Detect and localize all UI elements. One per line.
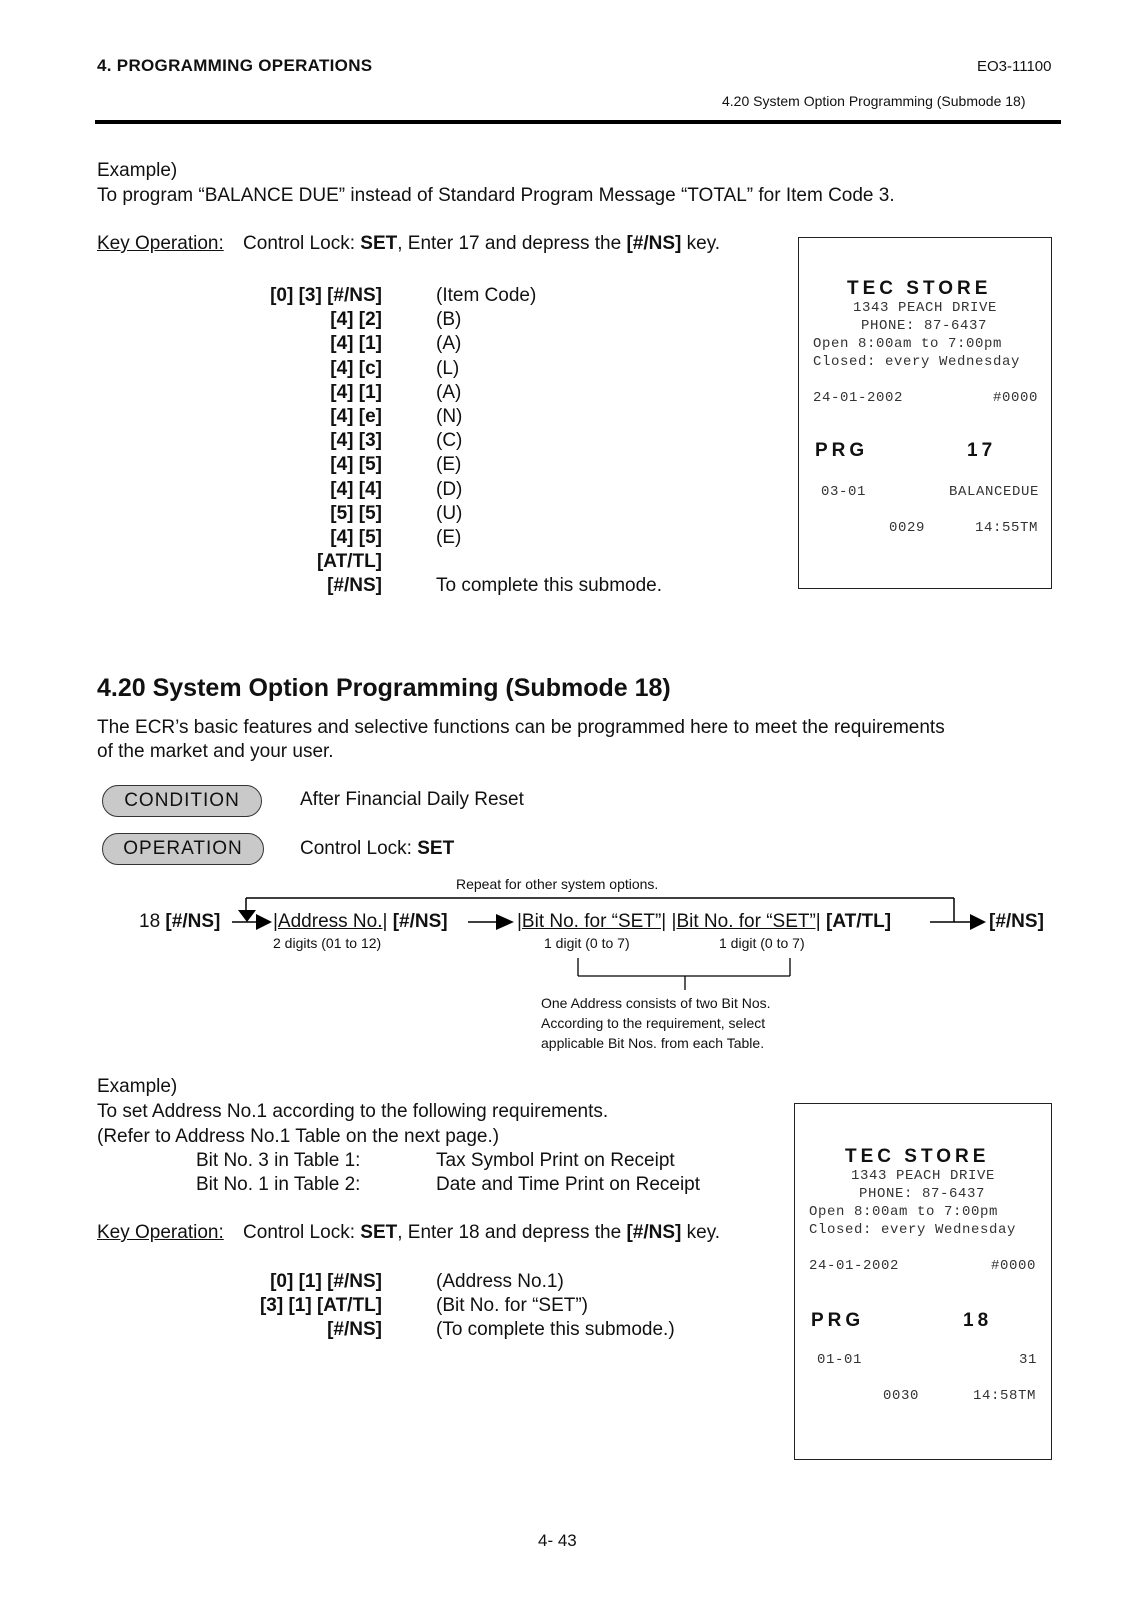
receipt-line-left: 01-01 <box>817 1352 863 1368</box>
diagram-end-key: [#/NS] <box>989 911 1044 932</box>
condition-badge: CONDITION <box>102 785 262 817</box>
receipt-closed-day: Closed: every Wednesday <box>813 354 1021 370</box>
diagram-address-key: [#/NS] <box>392 911 448 932</box>
key-sequence-description: (L) <box>436 357 460 379</box>
key-op-prefix: Control Lock: <box>243 233 361 254</box>
key-sequence-description: (E) <box>436 527 462 548</box>
key-sequence-description: (A) <box>436 381 462 403</box>
key-op-set: SET <box>360 233 398 254</box>
key-sequence-keys: [#/NS] <box>327 1319 382 1340</box>
example2-line2: (Refer to Address No.1 Table on the next page.) <box>97 1126 500 1147</box>
key-operation-label: Key Operation: <box>97 233 224 254</box>
receipt-store-name: TEC STORE <box>847 278 992 299</box>
receipt-address: 1343 PEACH DRIVE <box>851 1168 996 1184</box>
example2-line1: To set Address No.1 according to the following requirements. <box>97 1101 609 1122</box>
key-sequence-description: (C) <box>436 430 463 452</box>
key-sequence-keys: [3] [1] [AT/TL] <box>259 1295 382 1316</box>
key-sequence-keys: [4] [c] <box>330 357 382 379</box>
diagram-start <box>139 911 220 933</box>
receipt-open-hours: Open 8:00am to 7:00pm <box>813 336 1003 352</box>
diagram-start-key: [#/NS] <box>165 911 221 932</box>
header-subsection: 4.20 System Option Programming (Submode 18) <box>722 93 1026 109</box>
receipt-phone: PHONE: 87-6437 <box>859 1186 986 1202</box>
receipt-open-hours: Open 8:00am to 7:00pm <box>809 1204 999 1220</box>
key-sequence-description: (N) <box>436 406 463 427</box>
key-sequence-keys: [#/NS] <box>327 575 382 597</box>
operation-badge: OPERATION <box>102 833 264 865</box>
key-op-suffix: key. <box>681 233 721 254</box>
diagram-address-step <box>273 911 448 933</box>
key-op-mid: , Enter 18 and depress the <box>397 1222 627 1243</box>
receipt-prg-number: 18 <box>963 1310 993 1331</box>
section-intro-line2: of the market and your user. <box>97 741 334 762</box>
key-sequence-description: (A) <box>436 333 462 355</box>
receipt-2 <box>794 1103 1052 1460</box>
section-intro-line1: The ECR’s basic features and selective functions can be programmed here to meet the requirements <box>97 717 945 738</box>
key-sequence-keys: [0] [3] [#/NS] <box>270 285 382 306</box>
key-op-key: [#/NS] <box>626 233 682 254</box>
receipt-prg: PRG <box>811 1310 865 1331</box>
diagram-bit2: |Bit No. for “SET”| <box>671 911 821 932</box>
key-sequence-keys: [5] [5] <box>330 502 382 524</box>
page-number: 4- 43 <box>538 1531 577 1550</box>
key-sequence-description: (Bit No. for “SET”) <box>436 1295 589 1316</box>
key-op-suffix: key. <box>681 1222 721 1243</box>
bit-note-line2: According to the requirement, select <box>541 1015 766 1031</box>
header-doc-code: EO3-11100 <box>977 58 1052 75</box>
bit-note-line1: One Address consists of two Bit Nos. <box>541 995 771 1011</box>
receipt-store-name: TEC STORE <box>845 1146 990 1167</box>
receipt-date: 24-01-2002 <box>809 1258 900 1274</box>
key-sequence-keys: [4] [5] <box>330 454 382 476</box>
key-sequence-description: (To complete this submode.) <box>436 1319 675 1340</box>
key-sequence-keys: [4] [1] <box>330 381 382 403</box>
key-sequence-keys: [4] [1] <box>330 333 382 355</box>
key-sequence-keys: [AT/TL] <box>316 551 382 573</box>
key-sequence-keys: [4] [3] <box>330 430 382 452</box>
operation-set: SET <box>417 838 455 859</box>
key-op-mid: , Enter 17 and depress the <box>397 233 627 254</box>
receipt-prg-number: 17 <box>967 440 997 461</box>
receipt-line-right: 31 <box>1019 1352 1038 1368</box>
example2-label: Example) <box>97 1076 178 1097</box>
diagram-address: |Address No.| <box>273 911 388 932</box>
key-sequence-description: (U) <box>436 502 463 524</box>
example1-label: Example) <box>97 160 178 181</box>
key-sequence-description: To complete this submode. <box>436 575 663 597</box>
receipt-time: 14:58TM <box>973 1388 1037 1404</box>
diagram-attl-key: [AT/TL] <box>826 911 892 932</box>
req-1-desc: Tax Symbol Print on Receipt <box>436 1150 675 1171</box>
receipt-number: #0000 <box>993 390 1039 406</box>
diagram-bit-steps <box>517 911 891 933</box>
key-sequence-description: (E) <box>436 454 462 476</box>
key-sequence-description: (Item Code) <box>436 285 537 306</box>
receipt-phone: PHONE: 87-6437 <box>861 318 988 334</box>
key-operation-label: Key Operation: <box>97 1222 224 1243</box>
key-sequence-description: (D) <box>436 478 463 500</box>
diagram-bit1: |Bit No. for “SET”| <box>517 911 667 932</box>
key-sequence-description: (B) <box>436 309 462 331</box>
bit2-digit-note: 1 digit (0 to 7) <box>719 935 805 951</box>
condition-text: After Financial Daily Reset <box>300 789 524 810</box>
key-op-prefix: Control Lock: <box>243 1222 361 1243</box>
bit1-digit-note: 1 digit (0 to 7) <box>544 935 630 951</box>
example1-text: To program “BALANCE DUE” instead of Standard Program Message “TOTAL” for Item Code 3. <box>97 185 895 206</box>
repeat-note: Repeat for other system options. <box>456 876 659 892</box>
receipt-consecutive: 0030 <box>883 1388 920 1404</box>
receipt-prg: PRG <box>815 440 869 461</box>
key-sequence-keys: [4] [2] <box>330 309 382 331</box>
receipt-address: 1343 PEACH DRIVE <box>853 300 998 316</box>
bit-note-line3: applicable Bit Nos. from each Table. <box>541 1035 765 1051</box>
receipt-date: 24-01-2002 <box>813 390 904 406</box>
key-sequence-description: (Address No.1) <box>436 1271 564 1292</box>
operation-prefix: Control Lock: <box>300 838 418 859</box>
receipt-line-left: 03-01 <box>821 484 867 500</box>
receipt-line-right: BALANCEDUE <box>949 484 1040 500</box>
section-title: 4.20 System Option Programming (Submode 18) <box>97 674 671 702</box>
req-1-bit: Bit No. 3 in Table 1: <box>196 1150 361 1171</box>
req-2-desc: Date and Time Print on Receipt <box>436 1174 701 1195</box>
example2-key-operation <box>97 1222 720 1244</box>
key-op-key: [#/NS] <box>626 1222 682 1243</box>
receipt-consecutive: 0029 <box>889 520 926 536</box>
key-sequence-keys: [4] [e] <box>330 406 382 427</box>
key-sequence-keys: [4] [4] <box>330 478 382 500</box>
header-section-title: 4. PROGRAMMING OPERATIONS <box>97 56 373 75</box>
key-op-set: SET <box>360 1222 398 1243</box>
receipt-closed-day: Closed: every Wednesday <box>809 1222 1017 1238</box>
req-2-bit: Bit No. 1 in Table 2: <box>196 1174 361 1195</box>
address-digits-note: 2 digits (01 to 12) <box>273 935 382 951</box>
key-sequence-keys: [4] [5] <box>330 527 382 548</box>
receipt-time: 14:55TM <box>975 520 1039 536</box>
diagram-start-number: 18 <box>139 911 166 932</box>
key-sequence-keys: [0] [1] [#/NS] <box>270 1271 382 1292</box>
receipt-number: #0000 <box>991 1258 1037 1274</box>
